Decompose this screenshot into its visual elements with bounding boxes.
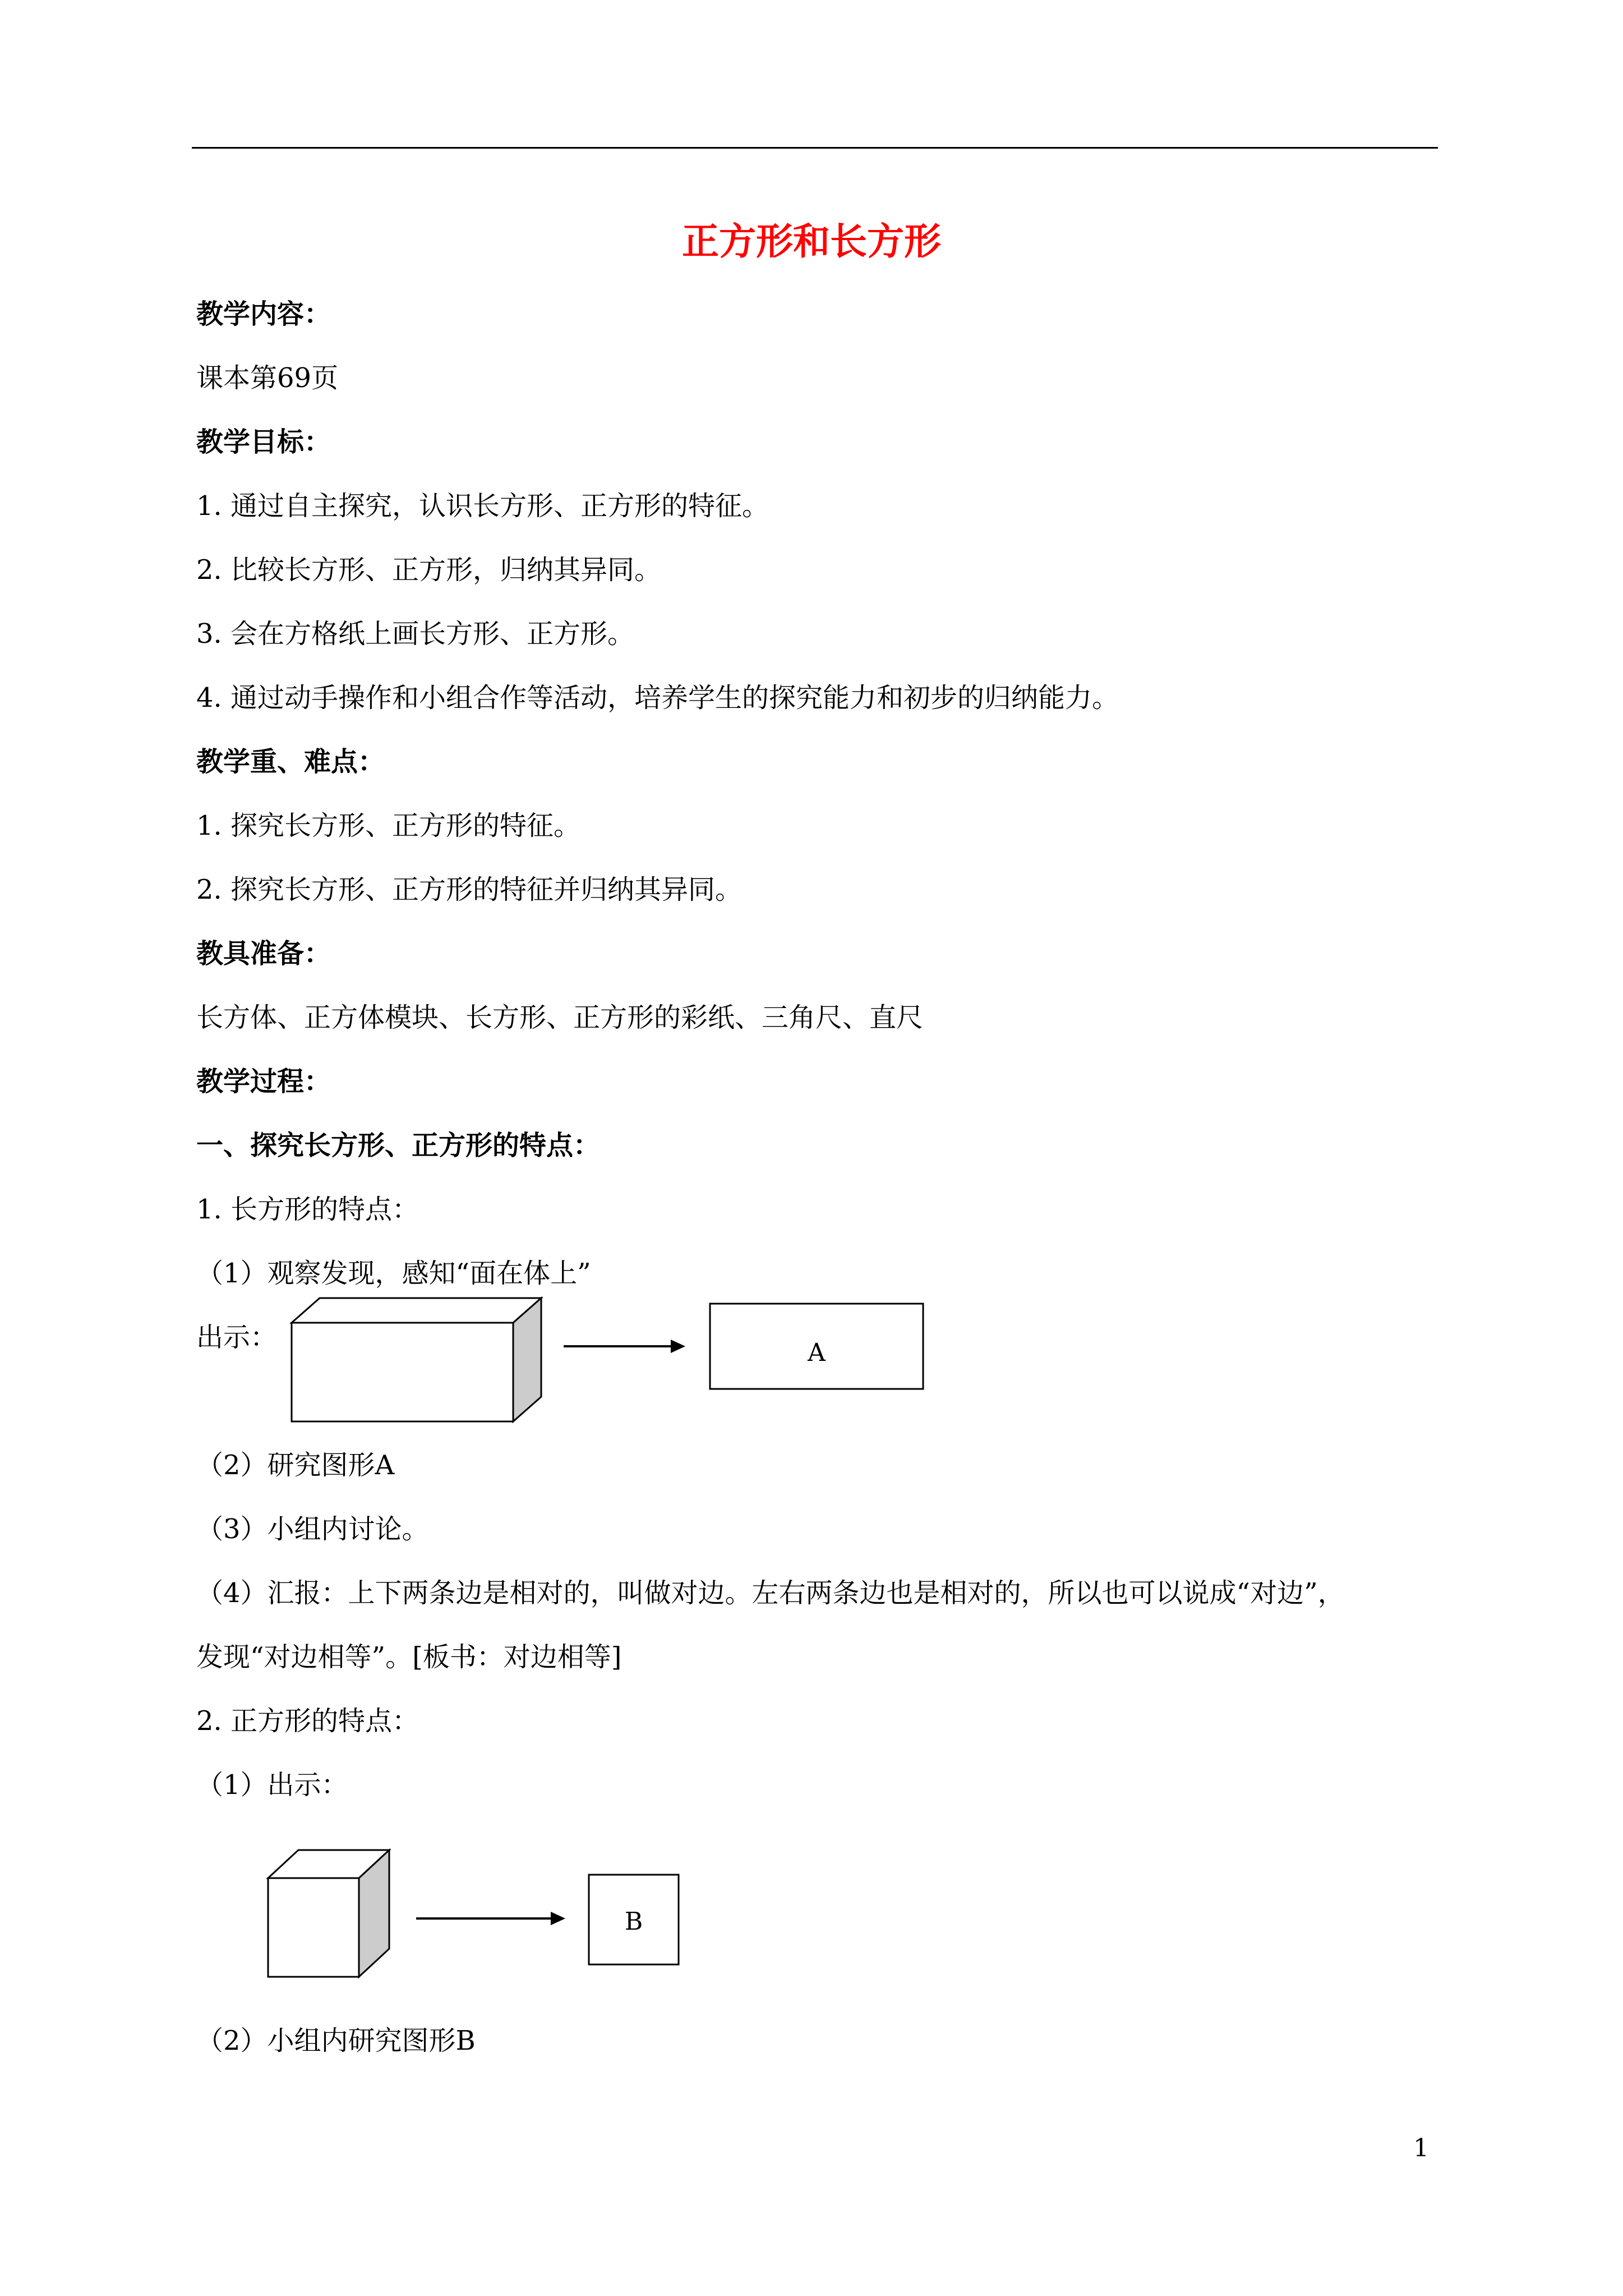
rect-step4-line1: （4）汇报：上下两条边是相对的，叫做对边。左右两条边也是相对的，所以也可以说成“对边”， bbox=[196, 1577, 1345, 1609]
rect-step1: （1）观察发现，感知“面在体上” bbox=[196, 1258, 591, 1289]
cube-to-square-figure bbox=[258, 1846, 707, 1986]
goal-item: 4. 通过动手操作和小组合作等活动，培养学生的探究能力和初步的归纳能力。 bbox=[196, 682, 1119, 714]
square-b-label: B bbox=[624, 1907, 643, 1936]
cuboid-top-face bbox=[292, 1298, 541, 1323]
square-step1: （1）出示： bbox=[196, 1769, 348, 1801]
part1-heading: 一、探究长方形、正方形的特点： bbox=[196, 1130, 601, 1161]
goal-item: 2. 比较长方形、正方形，归纳其异同。 bbox=[196, 554, 662, 586]
cuboid-to-rectangle-figure bbox=[280, 1296, 953, 1430]
tools-text: 长方体、正方体模块、长方形、正方形的彩纸、三角尺、直尺 bbox=[196, 1002, 924, 1033]
goal-item: 1. 通过自主探究，认识长方形、正方形的特征。 bbox=[196, 490, 769, 522]
rect-step3: （3）小组内讨论。 bbox=[196, 1513, 429, 1545]
rect-heading: 1. 长方形的特点： bbox=[196, 1194, 419, 1225]
goals-heading: 教学目标： bbox=[196, 426, 331, 458]
page-number: 1 bbox=[1413, 2134, 1429, 2162]
key-heading: 教学重、难点： bbox=[196, 746, 385, 777]
arrow-head bbox=[551, 1912, 565, 1925]
arrow-head bbox=[671, 1340, 685, 1353]
page-title: 正方形和长方形 bbox=[682, 219, 941, 263]
rect-step4-line2: 发现“对边相等”。[板书：对边相等] bbox=[196, 1641, 622, 1673]
key-item: 2. 探究长方形、正方形的特征并归纳其异同。 bbox=[196, 874, 743, 905]
content-text: 课本第69页 bbox=[196, 362, 339, 394]
rect-step2: （2）研究图形A bbox=[196, 1450, 395, 1481]
cube-front-face bbox=[268, 1878, 359, 1977]
process-heading: 教学过程： bbox=[196, 1066, 331, 1097]
square-heading: 2. 正方形的特点： bbox=[196, 1705, 419, 1737]
tools-heading: 教具准备： bbox=[196, 938, 331, 969]
content-heading: 教学内容： bbox=[196, 298, 331, 330]
key-item: 1. 探究长方形、正方形的特征。 bbox=[196, 810, 581, 841]
goal-item: 3. 会在方格纸上画长方形、正方形。 bbox=[196, 618, 635, 650]
square-step2: （2）小组内研究图形B bbox=[196, 2025, 476, 2056]
rectangle-a-label: A bbox=[808, 1338, 826, 1367]
header-rule bbox=[192, 147, 1438, 149]
cuboid-front-face bbox=[292, 1323, 513, 1421]
show-label: 出示： bbox=[196, 1322, 278, 1353]
